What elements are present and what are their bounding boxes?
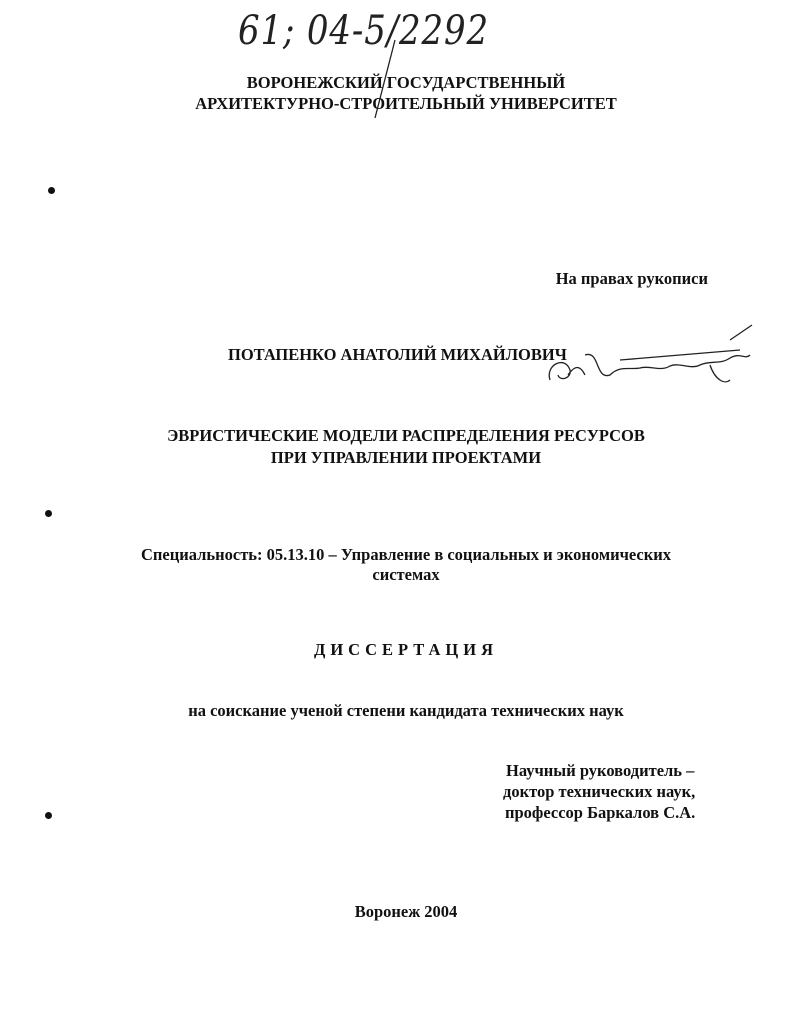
- thesis-title-line-2: ПРИ УПРАВЛЕНИИ ПРОЕКТАМИ: [270, 448, 542, 467]
- handwritten-archive-number: 61; 04-5/2292: [238, 8, 489, 54]
- city-year: Воронеж 2004: [354, 902, 458, 921]
- specialty-line-2: системах: [372, 565, 440, 584]
- supervisor-line-2: доктор технических наук,: [503, 782, 696, 801]
- university-line-2: АРХИТЕКТУРНО-СТРОИТЕЛЬНЫЙ УНИВЕРСИТЕТ: [195, 94, 617, 113]
- document-type: ДИССЕРТАЦИЯ: [314, 640, 498, 659]
- manuscript-note: На правах рукописи: [555, 269, 708, 288]
- binding-hole-dot: [48, 187, 55, 194]
- binding-hole-dot: [45, 510, 52, 517]
- university-line-1: ВОРОНЕЖСКИЙ ГОСУДАРСТВЕННЫЙ: [246, 73, 566, 92]
- degree-line: на соискание ученой степени кандидата технических наук: [188, 701, 624, 720]
- binding-hole-dot: [45, 812, 52, 819]
- thesis-title-line-1: ЭВРИСТИЧЕСКИЕ МОДЕЛИ РАСПРЕДЕЛЕНИЯ РЕСУРСОВ: [167, 426, 645, 445]
- supervisor-line-3: профессор Баркалов С.А.: [505, 803, 696, 822]
- specialty-line-1: Специальность: 05.13.10 – Управление в социальных и экономических: [140, 545, 671, 564]
- author-name: ПОТАПЕНКО АНАТОЛИЙ МИХАЙЛОВИЧ: [228, 345, 567, 364]
- supervisor-line-1: Научный руководитель –: [506, 761, 695, 780]
- author-signature: [540, 320, 760, 395]
